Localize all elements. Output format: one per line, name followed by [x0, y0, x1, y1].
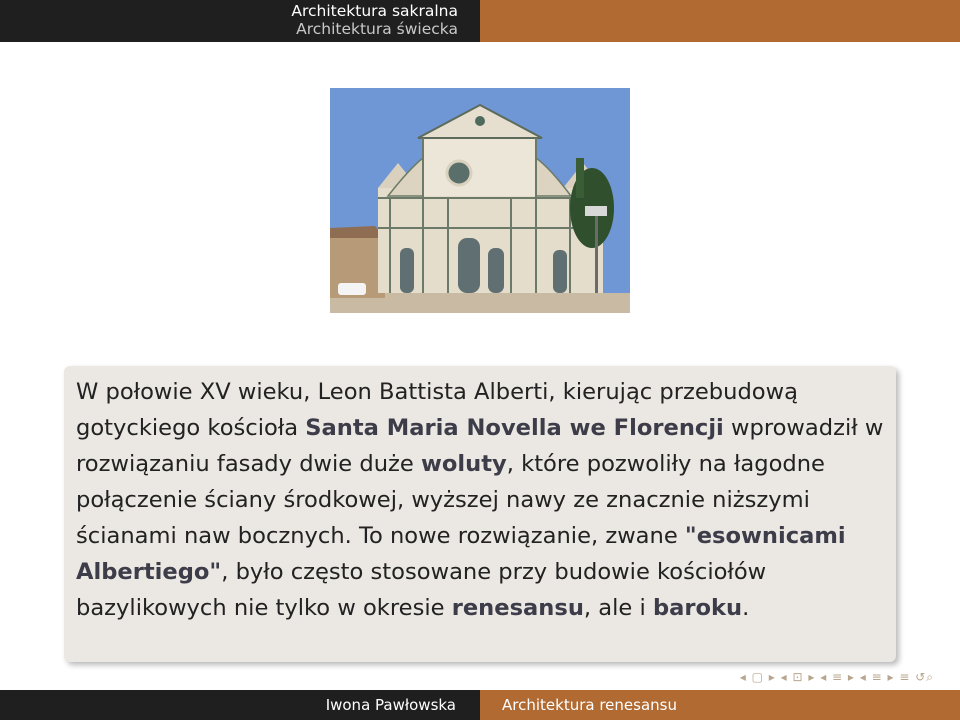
highlight-woluty: woluty — [420, 451, 507, 477]
nav-search-icon[interactable]: ↺⌕ — [915, 670, 934, 684]
nav-slide-icon[interactable]: ≡ — [899, 670, 911, 684]
top-bar — [0, 0, 960, 42]
nav-prev-section-icon[interactable]: ◂ ≡ ▸ — [820, 670, 855, 684]
text-part: , ale i — [583, 595, 653, 621]
text-part: . — [742, 595, 750, 621]
section-title[interactable]: Architektura sakralna — [291, 2, 458, 20]
top-bar-left — [0, 0, 480, 42]
footer-bar — [0, 690, 960, 720]
text-part: , było często stosowane przy budowie kościołów bazylikowych nie tylko w okresie — [76, 559, 767, 621]
text-part: W połowie XV wieku, Leon Battista Alberti, kierując przebudową gotyckiego kościoła — [76, 379, 798, 441]
nav-prev-frame-icon[interactable]: ◂ ▢ ▸ — [739, 670, 776, 684]
highlight-barok: baroku — [652, 595, 743, 621]
church-photo — [330, 88, 630, 313]
text-block — [64, 366, 896, 662]
top-bar-right — [480, 0, 960, 42]
subsection-title[interactable]: Architektura świecka — [296, 20, 458, 38]
nav-prev-subsection-icon[interactable]: ◂ ⊡ ▸ — [780, 670, 816, 684]
text-part: , które pozwoliły na łagodne połączenie ściany środkowej, wyższej nawy ze znacznie niższymi ścianami naw bocznych. To nowe rozwiązanie, zwane — [76, 451, 825, 549]
highlight-santa-maria-novella: Santa Maria Novella we Florencji — [305, 415, 724, 441]
highlight-renesans: renesansu — [451, 595, 584, 621]
highlight-esownice: "esownicami Albertiego" — [76, 523, 846, 585]
text-part: wprowadził w rozwiązaniu fasady dwie duże — [76, 415, 884, 477]
paragraph — [76, 374, 888, 626]
nav-outline-icon[interactable]: ◂ ≡ ▸ — [859, 670, 895, 684]
footer-title[interactable]: Architektura renesansu — [480, 690, 960, 720]
beamer-navigation — [740, 670, 934, 685]
footer-author[interactable]: Iwona Pawłowska — [0, 690, 480, 720]
church-photo-icon — [330, 88, 630, 313]
